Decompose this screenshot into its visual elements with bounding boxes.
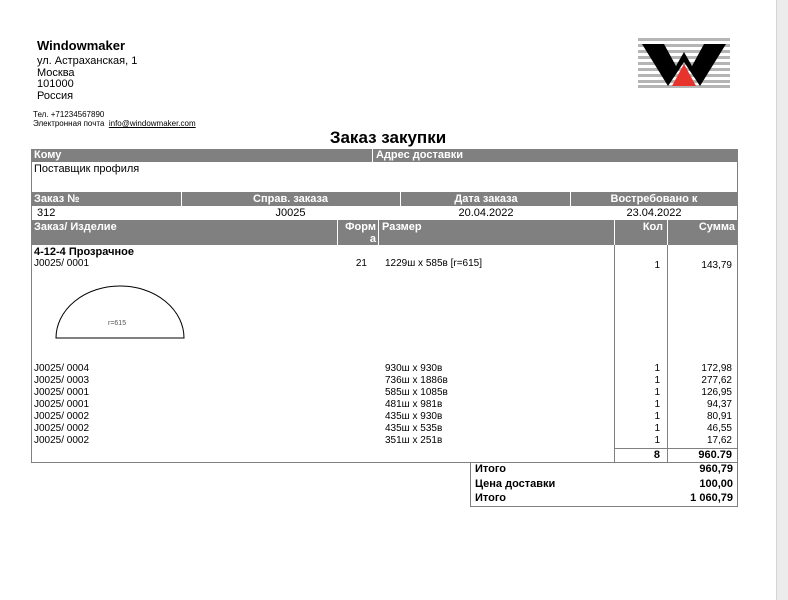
item-sum: 172,98 — [701, 363, 732, 374]
item-qty: 1 — [654, 363, 660, 374]
total-qty: 8 — [653, 449, 660, 461]
summary-box — [470, 462, 738, 507]
summary-delivery-value: 100,00 — [699, 478, 733, 490]
item-qty: 1 — [654, 435, 660, 446]
email-label: Электронная почта — [33, 119, 105, 128]
order-no-header: Заказ № — [34, 193, 80, 205]
summary-total-value: 1 060,79 — [690, 492, 733, 504]
item-sum: 277,62 — [701, 375, 732, 386]
item-qty: 1 — [654, 387, 660, 398]
to-header: Кому — [31, 149, 372, 162]
document-title: Заказ закупки — [329, 128, 447, 147]
item-code: J0025/ 0002 — [34, 423, 90, 434]
arch-radius-label: r=615 — [108, 320, 127, 327]
order-no-value: 312 — [37, 207, 56, 219]
company-city: Москва — [37, 67, 75, 79]
to-value: Поставщик профиля — [34, 163, 140, 175]
first-item-size: 1229ш x 585в [r=615] — [385, 258, 483, 269]
item-size: 736ш x 1886в — [385, 375, 448, 386]
company-street: ул. Астраханская, 1 — [37, 55, 138, 67]
item-size: 435ш x 930в — [385, 411, 443, 422]
order-date-header: Дата заказа — [454, 193, 518, 205]
order-date-value: 20.04.2022 — [458, 207, 514, 219]
item-size: 585ш x 1085в — [385, 387, 448, 398]
item-code: J0025/ 0003 — [34, 375, 90, 386]
company-logo — [638, 38, 730, 88]
summary-subtotal-value: 960,79 — [699, 463, 733, 475]
item-size: 351ш x 251в — [385, 435, 443, 446]
glass-group-title: 4-12-4 Прозрачное — [34, 246, 134, 258]
form-header: Форм а — [345, 221, 376, 245]
sum-header: Сумма — [698, 221, 735, 233]
item-qty: 1 — [654, 411, 660, 422]
delivery-header: Адрес доставки — [373, 149, 738, 162]
company-name: Windowmaker — [37, 38, 126, 53]
size-header: Размер — [382, 221, 422, 233]
company-phone: Тел. +71234567890 — [33, 110, 105, 119]
item-size: 930ш x 930в — [385, 363, 443, 374]
qty-header: Кол — [642, 221, 663, 233]
item-qty: 1 — [654, 375, 660, 386]
item-size: 481ш x 981в — [385, 399, 443, 410]
item-sum: 80,91 — [706, 411, 732, 422]
order-ref-value: J0025 — [275, 207, 306, 219]
item-code: J0025/ 0002 — [34, 435, 90, 446]
company-zip: 101000 — [37, 78, 74, 90]
company-country: Россия — [37, 90, 74, 102]
first-item-sum: 143,79 — [701, 260, 732, 271]
item-code: J0025/ 0002 — [34, 411, 90, 422]
arch-shape-drawing — [54, 284, 186, 340]
first-item-qty: 1 — [654, 260, 660, 271]
first-item-code: J0025/ 0001 — [34, 258, 90, 269]
company-email-line — [33, 119, 196, 128]
summary-total-label: Итого — [475, 492, 507, 504]
summary-subtotal-label: Итого — [475, 463, 507, 475]
item-code: J0025/ 0001 — [34, 399, 90, 410]
email-link[interactable]: info@windowmaker.com — [108, 119, 196, 128]
item-qty: 1 — [654, 399, 660, 410]
summary-delivery-label: Цена доставки — [475, 478, 556, 490]
item-sum: 126,95 — [701, 387, 732, 398]
total-sum: 960.79 — [698, 449, 732, 461]
vertical-scrollbar[interactable] — [776, 0, 788, 600]
first-item-form: 21 — [355, 258, 367, 269]
required-header: Востребовано к — [610, 193, 698, 205]
required-value: 23.04.2022 — [626, 207, 682, 219]
item-size: 435ш x 535в — [385, 423, 443, 434]
order-ref-header: Справ. заказа — [253, 193, 328, 205]
item-header: Заказ/ Изделие — [34, 221, 117, 233]
item-code: J0025/ 0001 — [34, 387, 90, 398]
item-sum: 94,37 — [706, 399, 732, 410]
item-sum: 46,55 — [706, 423, 732, 434]
item-qty: 1 — [654, 423, 660, 434]
item-code: J0025/ 0004 — [34, 363, 90, 374]
item-sum: 17,62 — [706, 435, 732, 446]
